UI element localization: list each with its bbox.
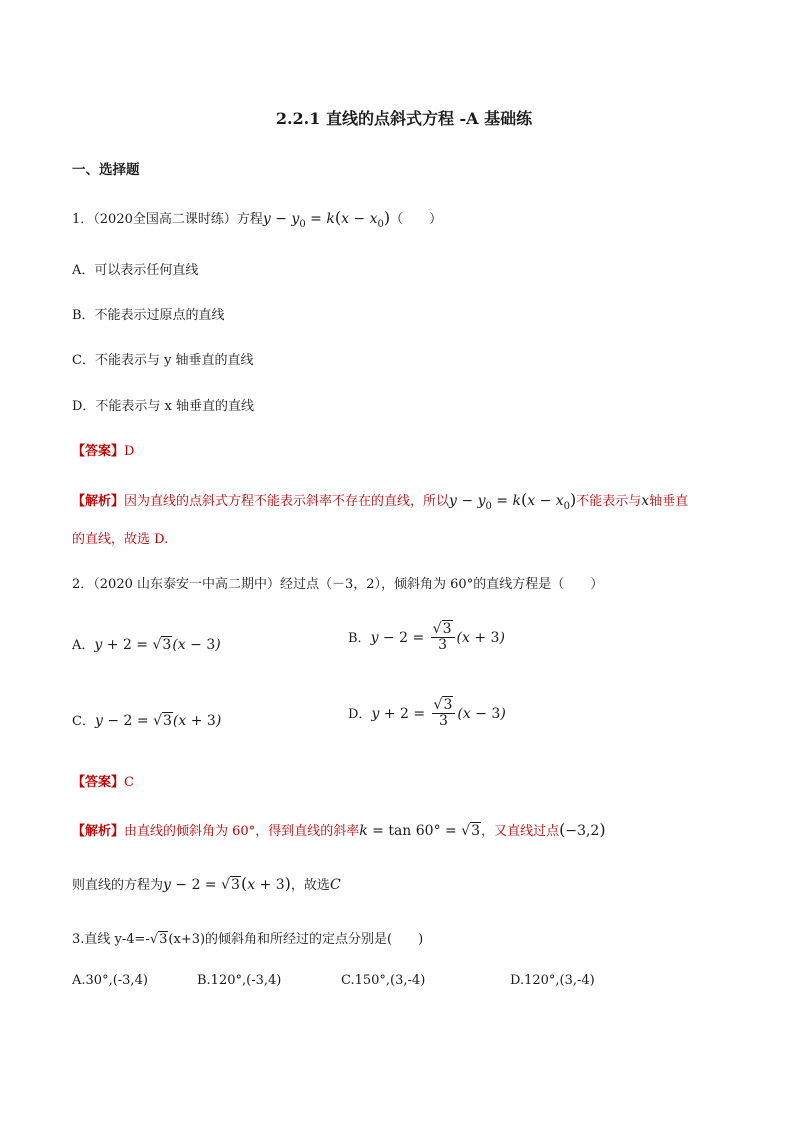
- question-3-stem: [72, 928, 423, 947]
- question-1-option-b[interactable]: B．不能表示过原点的直线: [72, 308, 225, 323]
- section-heading: 一、选择题: [72, 162, 140, 178]
- option-label: B．: [348, 630, 371, 646]
- question-1-analysis-line-1: [72, 490, 688, 512]
- analysis-text: ，故选: [290, 878, 330, 893]
- analysis-label: 【解析】: [72, 824, 125, 839]
- question-2-answer: [72, 771, 134, 790]
- question-1-stem: [72, 208, 442, 230]
- answer-label: 【答案】: [72, 775, 125, 790]
- sqrt-three: √3: [149, 932, 168, 947]
- analysis-equation: $y - y_0 = k(x - x_0)$: [449, 490, 577, 512]
- answer-value: D: [124, 444, 135, 459]
- question-1-prefix: 1．（2020全国高二课时练）方程: [72, 212, 263, 227]
- page-title: 2.2.1 直线的点斜式方程 -A 基础练: [275, 109, 533, 128]
- question-1-option-c[interactable]: C．不能表示与 y 轴垂直的直线: [72, 353, 254, 368]
- option-d-equation: y + 2 = $\frac{√3}{3}$ (x − 3): [371, 697, 506, 730]
- answer-value: C: [124, 775, 134, 790]
- question-2-option-d[interactable]: [348, 698, 506, 730]
- option-label: C．: [72, 714, 95, 729]
- question-2-stem: 2．（2020 山东泰安一中高二期中）经过点（－3，2），倾斜角为 60°的直线方程是（ ）: [72, 577, 604, 592]
- question-1-option-a[interactable]: A．可以表示任何直线: [72, 263, 199, 278]
- answer-label: 【答案】: [72, 444, 125, 459]
- question-2-option-a[interactable]: [72, 634, 221, 653]
- option-c-equation: y − 2 = √3(x + 3): [94, 713, 222, 729]
- question-1-suffix: （ ）: [390, 212, 443, 227]
- analysis-text: 轴垂直: [649, 494, 689, 509]
- analysis-label: 【解析】: [72, 494, 125, 509]
- option-b-equation: y − 2 = $\frac{√3}{3}$ (x + 3): [370, 621, 505, 654]
- analysis-text: 则直线的方程为: [72, 878, 164, 893]
- question-3-suffix: (x+3)的倾斜角和所经过的定点分别是( ): [168, 932, 424, 947]
- question-2-analysis-line-2: [72, 874, 341, 893]
- result-equation: y − 2 = √3(x + 3): [163, 874, 291, 893]
- analysis-text: 的直线，故选 D.: [72, 532, 169, 547]
- question-1-answer: [72, 440, 134, 459]
- analysis-text: 由直线的倾斜角为 60°，得到直线的斜率: [124, 824, 360, 839]
- question-3-option-c[interactable]: C.150°,(3,-4): [341, 973, 426, 988]
- question-1-option-d[interactable]: D．不能表示与 x 轴垂直的直线: [72, 399, 255, 414]
- option-a-equation: y + 2 = √3(x − 3): [94, 637, 221, 653]
- question-3-prefix: 3.直线 y-4=-: [72, 932, 150, 947]
- question-3-option-d[interactable]: D.120°,(3,-4): [510, 973, 595, 988]
- analysis-text: ，又直线过点: [481, 824, 560, 839]
- question-1-analysis-line-2: [72, 528, 168, 547]
- option-label: A．: [72, 638, 95, 653]
- question-3-option-b[interactable]: B.120°,(-3,4): [197, 973, 282, 988]
- question-3-option-a[interactable]: A.30°,(-3,4): [72, 973, 148, 988]
- question-2-analysis-line-1: [72, 820, 606, 839]
- question-1-equation: $y - y_0 = k(x - x_0)$: [262, 208, 391, 230]
- point-coordinates: (−3,2): [559, 820, 606, 839]
- option-label: D．: [348, 706, 372, 722]
- question-2-option-b[interactable]: [348, 622, 505, 654]
- analysis-text: 因为直线的点斜式方程不能表示斜率不存在的直线，所以: [124, 494, 450, 509]
- question-2-option-c[interactable]: [72, 710, 221, 729]
- answer-letter: C: [329, 877, 341, 893]
- analysis-variable-x: x: [641, 493, 650, 509]
- slope-equation: k = tan 60° = √3: [359, 823, 481, 839]
- analysis-text: 不能表示与: [576, 494, 642, 509]
